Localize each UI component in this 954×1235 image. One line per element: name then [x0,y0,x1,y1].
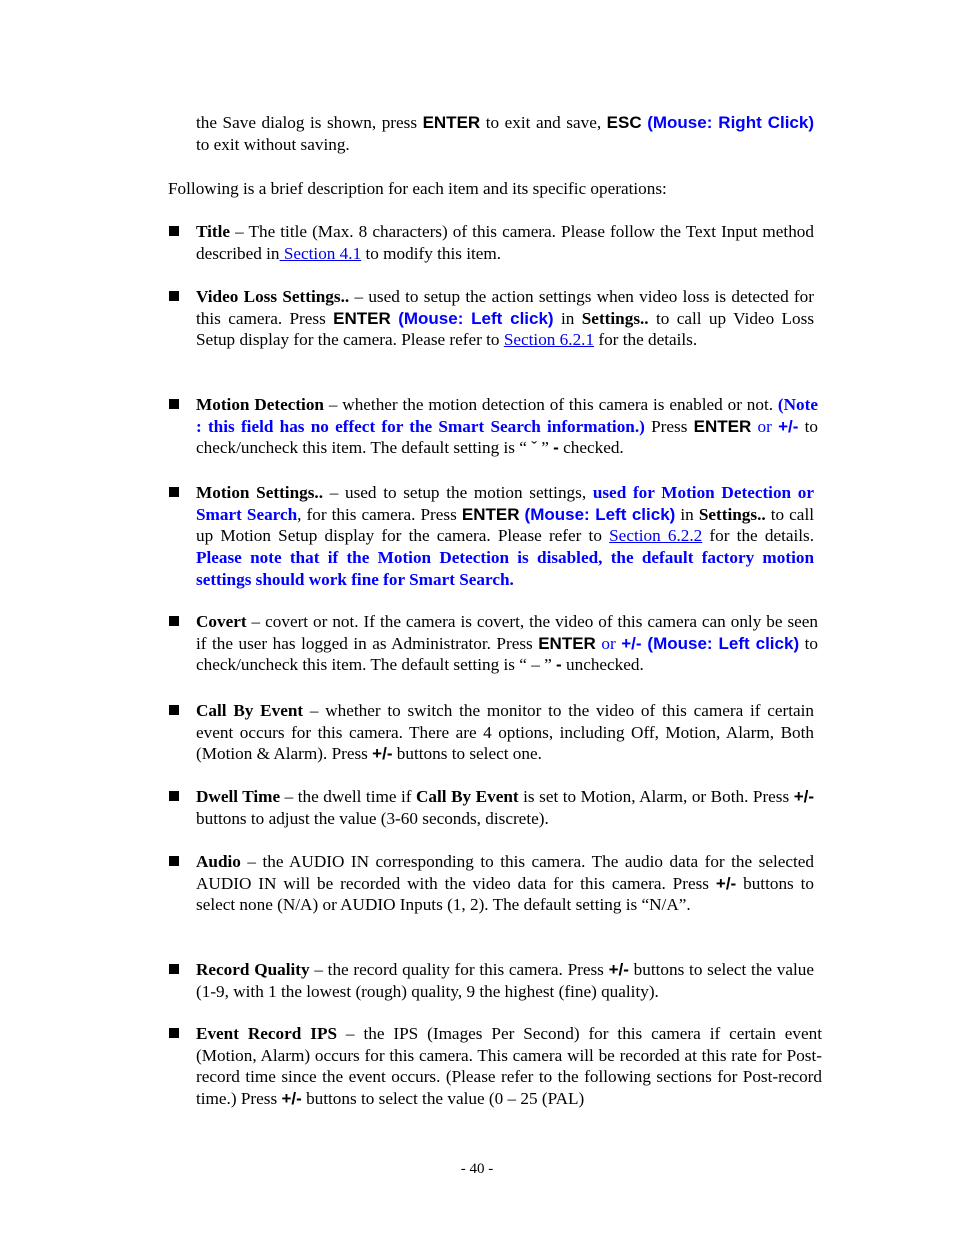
text: or [595,633,622,653]
note-text: Please note that if the Motion Detection is disabled, the default factory motion settings should work fine for Smart Search. [196,548,814,589]
mouse-right-click: (Mouse: Right Click) [647,113,814,132]
bullet-square-icon [169,487,179,497]
item-label: Record Quality [196,960,310,979]
item-call-by-event [196,700,814,765]
text: – the AUDIO IN corresponding to this camera. The audio data for the selected AUDIO IN will be recorded with the video data for this camera. Press [196,852,814,893]
text: in [553,308,582,328]
section-link[interactable]: Section 4.1 [279,243,362,263]
settings-label: Settings.. [581,308,649,328]
key-plus-minus-mouse: +/- (Mouse: Left click) [621,633,800,653]
key-enter: ENTER [693,416,752,436]
bullet-square-icon [169,856,179,866]
key-plus-minus: +/- [715,873,737,893]
section-link[interactable]: Section 6.2.2 [609,526,703,546]
key-plus-minus: +/- [281,1089,302,1109]
key-plus-minus: +/- [793,787,815,806]
text: in [675,504,699,524]
text: unchecked. [561,655,644,675]
item-label: Audio [196,852,241,871]
section-link[interactable]: Section 6.2.1 [503,330,595,350]
text: - [553,438,559,458]
text: Press [644,416,694,436]
item-covert [196,611,818,676]
call-by-event-ref: Call By Event [416,787,519,806]
text: to call up Motion Setup display for the camera. Please refer to [196,504,814,546]
settings-label: Settings.. [698,504,766,524]
key-plus-minus: +/- [778,416,799,436]
bullet-square-icon [169,226,179,236]
text: buttons to adjust the value (3-60 seconds, discrete). [196,808,549,828]
item-label: Call By Event [196,701,304,720]
text: to call up Video Loss Setup display for the camera. Please refer to [196,308,815,350]
text: – used to setup the motion settings, [323,483,593,502]
note-text: (Note : this field has no effect for the Smart Search information.) [196,395,818,436]
bullet-square-icon [169,291,179,301]
item-label: Dwell Time [196,787,281,806]
text: buttons to select one. [392,744,542,764]
text: – whether the motion detection of this camera is enabled or not. [324,395,778,414]
item-record-quality [196,959,814,1002]
bullet-square-icon [169,399,179,409]
text: the Save dialog is shown, press [196,113,423,132]
item-title [196,221,814,264]
text: , for this camera. Press [297,504,462,524]
text: to exit and save, [480,113,607,132]
key-enter: ENTER [538,633,596,653]
item-motion-detection [196,394,818,459]
item-event-record-ips [196,1023,822,1110]
text: is set to Motion, Alarm, or Both. Press [518,787,794,806]
text: for the details. [594,330,698,350]
item-motion-settings [196,482,814,591]
text: – The title (Max. 8 characters) of this camera. Please follow the Text Input method described in [196,222,814,263]
item-label: Covert [196,612,247,631]
item-label: Event Record IPS [196,1024,338,1043]
lead-paragraph: Following is a brief description for each item and its specific operations: [168,179,667,198]
text: to modify this item. [361,243,502,263]
text: or [751,416,779,436]
text: buttons to select the value (0 – 25 (PAL) [301,1089,585,1109]
text: – the dwell time if [280,787,417,806]
key-enter: ENTER [461,504,520,524]
text: – whether to switch the monitor to the video of this camera if certain event occurs for this camera. There are 4 options, including Off, Motion, Alarm, Both (Motion & Alarm). Press [196,701,814,764]
text: – the IPS (Images Per Second) for this camera if certain event (Motion, Alarm) occurs for this camera. This camera will be recorded at this rate for Post-record time since the event occurs. (Please refer to the following sections for Post-record time.) Press [196,1024,822,1109]
note-text: used for Motion Detection or Smart Search [196,483,815,524]
bullet-square-icon [169,791,179,801]
key-plus-minus: +/- [372,744,393,764]
item-video-loss-settings [196,286,814,351]
text: – covert or not. If the camera is covert, the video of this camera can only be seen if the user has logged in as Administrator. Press [196,612,818,653]
bullet-square-icon [169,964,179,974]
bullet-square-icon [169,616,179,626]
item-label: Title [196,222,231,241]
text: to exit without saving. [196,134,350,154]
intro-paragraph [196,112,814,155]
key-enter: ENTER [422,113,481,132]
mouse-left-click: (Mouse: Left click) [524,504,676,524]
text: for the details. [702,526,815,546]
page-number: - 40 - [460,1161,494,1177]
bullet-square-icon [169,1028,179,1038]
key-enter: ENTER [333,308,391,328]
mouse-left-click: (Mouse: Left click) [398,308,554,328]
key-plus-minus: +/- [608,960,629,979]
text: to check/uncheck this item. The default setting is “ – ” [196,633,818,675]
item-label: Motion Detection [196,395,324,414]
item-label: Video Loss Settings.. [196,287,350,306]
text: - [556,655,562,675]
text: – used to setup the action settings when video loss is detected for this camera. Press [196,287,814,328]
key-esc: ESC [606,113,642,132]
bullet-square-icon [169,705,179,715]
text: checked. [558,438,624,458]
text: – the record quality for this camera. Press [309,960,609,979]
text: buttons to select none (N/A) or AUDIO Inputs (1, 2). The default setting is “N/A”. [196,873,815,915]
item-dwell-time [196,786,814,829]
text: to check/uncheck this item. The default setting is “ ˇ ” [196,416,818,458]
item-audio [196,851,814,916]
text: buttons to select the value (1-9, with 1 the lowest (rough) quality, 9 the highest (fine) quality). [196,960,815,1001]
item-label: Motion Settings.. [196,483,324,502]
